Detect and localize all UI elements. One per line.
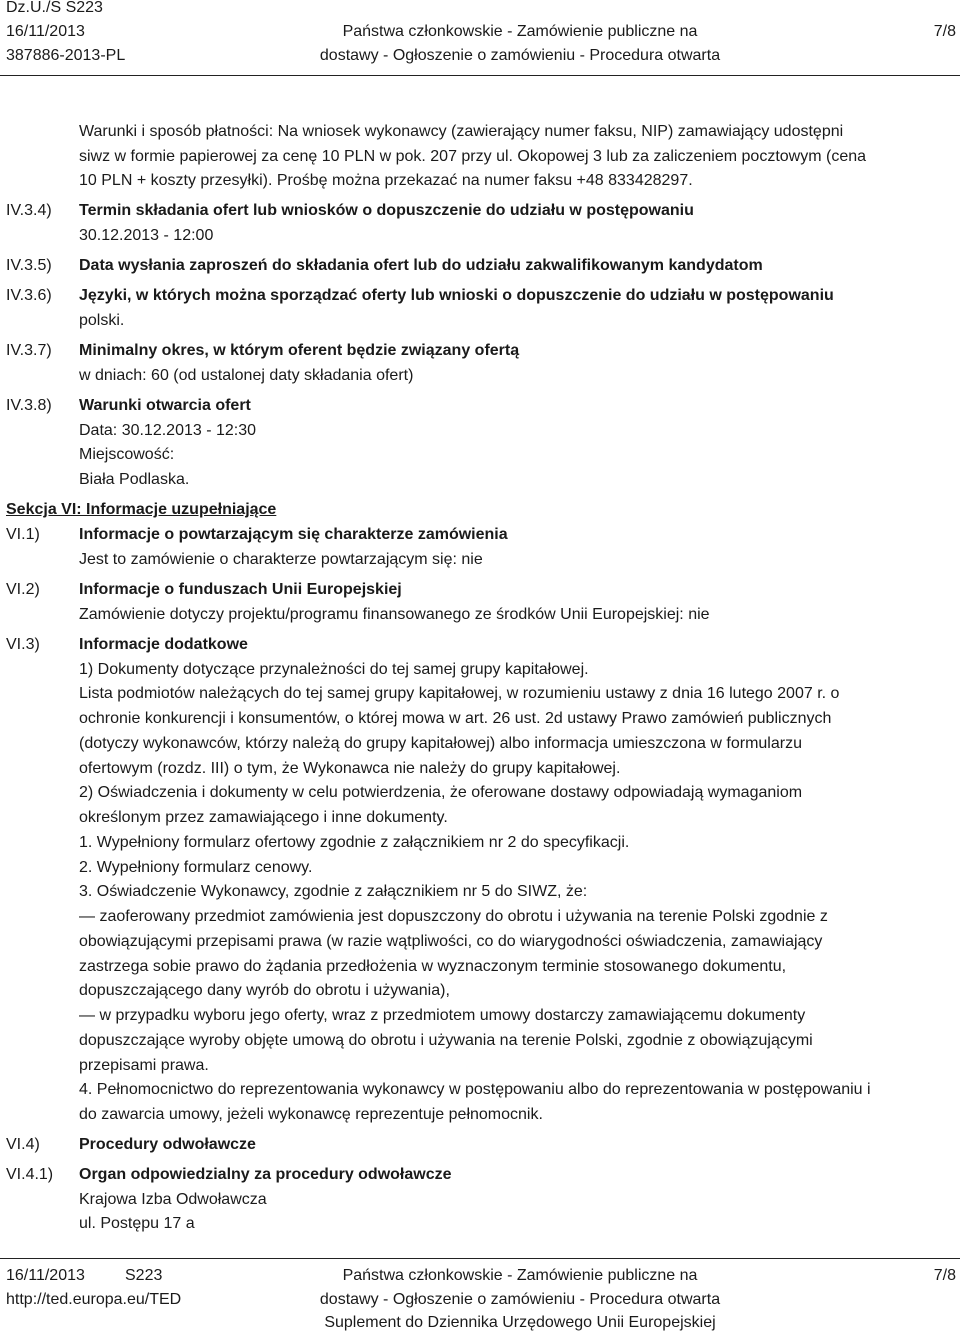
section-heading: Informacje o powtarzającym się charakterze zamówienia: [79, 526, 508, 543]
section-heading: Termin składania ofert lub wniosków o dopuszczenie do udziału w postępowaniu: [79, 202, 694, 219]
additional-info-line: dopuszczające wyroby objęte umową do obrotu i używania na terenie Polski, zgodnie z obowiązującymi: [79, 1032, 813, 1049]
opening-date: Data: 30.12.2013 - 12:30: [79, 422, 257, 439]
section-heading: Informacje dodatkowe: [79, 636, 248, 653]
section-number: VI.4.1): [6, 1166, 54, 1183]
language-value: polski.: [79, 312, 125, 329]
additional-info-line: ofertowym (rozdz. III) o tym, że Wykonawca nie należy do grupy kapitałowej.: [79, 760, 621, 777]
payment-line: 10 PLN + koszty przesyłki). Prośbę można przekazać na numer faksu +48 833428297.: [79, 172, 693, 189]
footer-issue: S223: [125, 1267, 163, 1284]
binding-period-value: w dniach: 60 (od ustalonej daty składania ofert): [79, 367, 414, 384]
footer-title-line2: dostawy - Ogłoszenie o zamówieniu - Procedura otwarta: [319, 1291, 721, 1308]
section-heading: Warunki otwarcia ofert: [79, 397, 251, 414]
additional-info-line: obowiązującymi przepisami prawa (w razie wątpliwości, co do wiarygodności oświadczenia, zamawiający: [79, 933, 823, 950]
footer-title-line1: Państwa członkowskie - Zamówienie publiczne na: [342, 1267, 698, 1284]
additional-info-line: 3. Oświadczenie Wykonawcy, zgodnie z załącznikiem nr 5 do SIWZ, że:: [79, 883, 588, 900]
additional-info-line: zastrzega sobie prawo do żądania przedłożenia w wyznaczonym terminie stosowanego dokumentu,: [79, 958, 787, 975]
footer-rule: [0, 1258, 960, 1259]
notice-number: 387886-2013-PL: [6, 47, 126, 64]
additional-info-line: 1) Dokumenty dotyczące przynależności do tej samej grupy kapitałowej.: [79, 661, 589, 678]
additional-info-line: 4. Pełnomocnictwo do reprezentowania wykonawcy w postępowaniu albo do reprezentowania w postępowaniu i: [79, 1081, 871, 1098]
section-heading: Procedury odwoławcze: [79, 1136, 256, 1153]
review-body-name: Krajowa Izba Odwoławcza: [79, 1191, 267, 1208]
header-title-line1: Państwa członkowskie - Zamówienie publiczne na: [342, 23, 698, 40]
eu-funds-value: Zamówienie dotyczy projektu/programu finansowanego ze środków Unii Europejskiej: nie: [79, 606, 710, 623]
additional-info-line: określonym przez zamawiającego i inne dokumenty.: [79, 809, 448, 826]
section-number: VI.1): [6, 526, 40, 543]
additional-info-line: (dotyczy wykonawców, którzy należą do grupy kapitałowej) albo informacja umieszczona w formularzu: [79, 735, 802, 752]
footer-page-number: 7/8: [933, 1267, 956, 1284]
header-title-line2: dostawy - Ogłoszenie o zamówieniu - Procedura otwarta: [319, 47, 721, 64]
section-vi-title: Sekcja VI: Informacje uzupełniające: [6, 501, 277, 518]
additional-info-line: — zaoferowany przedmiot zamówienia jest dopuszczony do obrotu i używania na terenie Polski zgodnie z: [79, 908, 828, 925]
section-number: VI.4): [6, 1136, 40, 1153]
header-date: 16/11/2013: [6, 23, 85, 40]
section-number: IV.3.7): [6, 342, 52, 359]
recurring-value: Jest to zamówienie o charakterze powtarzającym się: nie: [79, 551, 483, 568]
section-number: IV.3.5): [6, 257, 52, 274]
additional-info-line: przepisami prawa.: [79, 1057, 209, 1074]
submission-deadline: 30.12.2013 - 12:00: [79, 227, 214, 244]
section-heading: Informacje o funduszach Unii Europejskiej: [79, 581, 402, 598]
footer-url[interactable]: http://ted.europa.eu/TED: [6, 1291, 182, 1308]
additional-info-line: — w przypadku wyboru jego oferty, wraz z przedmiotem umowy dostarczy zamawiającemu dokumenty: [79, 1007, 806, 1024]
opening-place-label: Miejscowość:: [79, 446, 175, 463]
section-number: VI.3): [6, 636, 40, 653]
journal-ref: Dz.U./S S223: [6, 0, 103, 16]
payment-line: siwz w formie papierowej za cenę 10 PLN w pok. 207 przy ul. Okopowej 3 lub za zaliczeniem pocztowym (cena: [79, 148, 867, 165]
section-heading: Data wysłania zaproszeń do składania ofert lub do udziału zakwalifikowanym kandydatom: [79, 257, 763, 274]
footer-title-line3: Suplement do Dziennika Urzędowego Unii Europejskiej: [324, 1314, 716, 1331]
section-heading: Języki, w których można sporządzać oferty lub wnioski o dopuszczenie do udziału w postępowaniu: [79, 287, 834, 304]
section-number: IV.3.6): [6, 287, 52, 304]
section-number: VI.2): [6, 581, 40, 598]
opening-place: Biała Podlaska.: [79, 471, 190, 488]
additional-info-line: do zawarcia umowy, jeżeli wykonawcę reprezentuje pełnomocnik.: [79, 1106, 543, 1123]
payment-line: Warunki i sposób płatności: Na wniosek wykonawcy (zawierający numer faksu, NIP) zamawiający udostępni: [79, 123, 844, 140]
additional-info-line: ochronie konkurencji i konsumentów, o której mowa w art. 26 ust. 2d ustawy Prawo zamówień publicznych: [79, 710, 832, 727]
additional-info-line: 2) Oświadczenia i dokumenty w celu potwierdzenia, że oferowane dostawy odpowiadają wymaganiom: [79, 784, 803, 801]
additional-info-line: Lista podmiotów należących do tej samej grupy kapitałowej, w rozumieniu ustawy z dnia 16 lutego 2007 r. o: [79, 685, 840, 702]
additional-info-line: 1. Wypełniony formularz ofertowy zgodnie z załącznikiem nr 2 do specyfikacji.: [79, 834, 630, 851]
additional-info-line: 2. Wypełniony formularz cenowy.: [79, 859, 313, 876]
footer-date: 16/11/2013: [6, 1267, 85, 1284]
section-number: IV.3.4): [6, 202, 52, 219]
header-rule: [0, 75, 960, 76]
section-heading: Organ odpowiedzialny za procedury odwoławcze: [79, 1166, 452, 1183]
section-heading: Minimalny okres, w którym oferent będzie związany ofertą: [79, 342, 520, 359]
header-page-number: 7/8: [933, 23, 956, 40]
section-number: IV.3.8): [6, 397, 52, 414]
additional-info-line: dopuszczającego dany wyrób do obrotu i używania),: [79, 982, 450, 999]
review-body-street: ul. Postępu 17 a: [79, 1215, 195, 1232]
